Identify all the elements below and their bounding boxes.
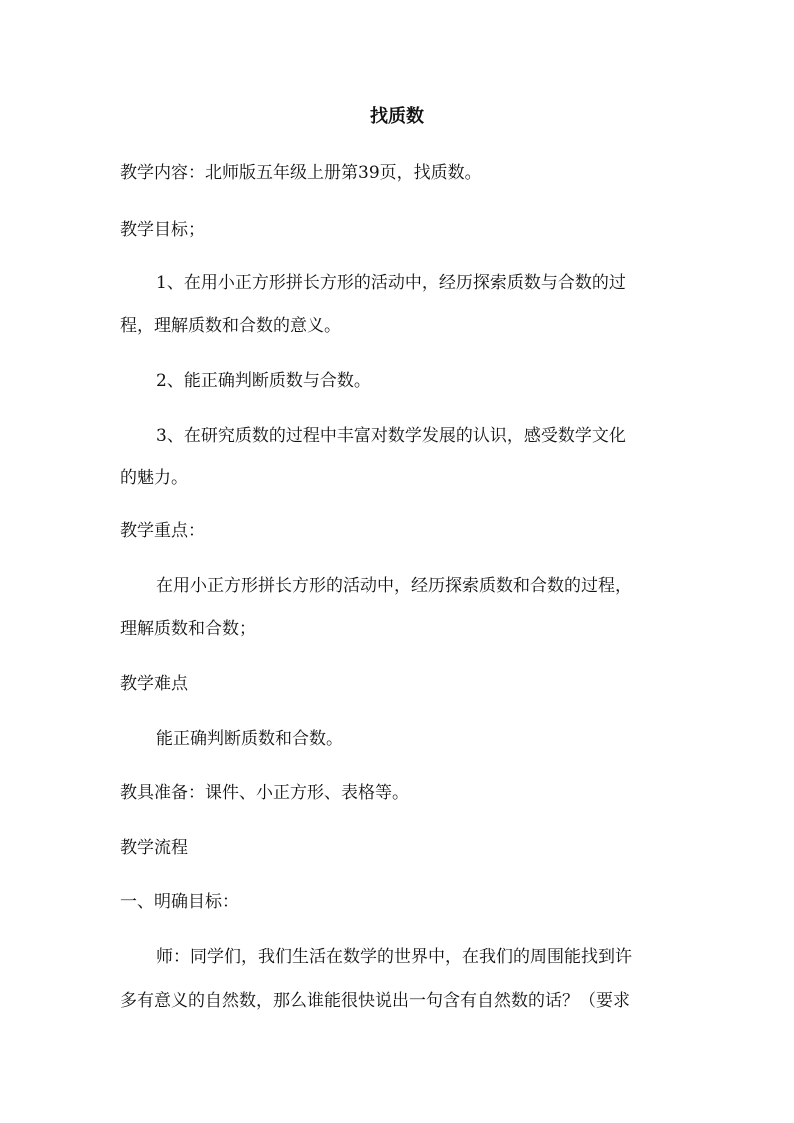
difficulty-text: 能正确判断质数和合数。 (156, 729, 343, 749)
goal-3-line-2: 的魅力。 (120, 468, 188, 488)
key-points-line-2: 理解质数和合数； (120, 619, 256, 639)
teaching-content: 教学内容：北师版五年级上册第39页，找质数。 (120, 163, 482, 183)
goal-1-line-1: 1、在用小正方形拼长方形的活动中，经历探索质数与合数的过 (156, 273, 626, 293)
teacher-speech-line-2: 多有意义的自然数，那么谁能很快说出一句含有自然数的话？（要求 (120, 991, 630, 1011)
difficulty-heading: 教学难点 (120, 674, 188, 694)
teacher-speech-line-1: 师：同学们，我们生活在数学的世界中，在我们的周围能找到许 (156, 947, 632, 967)
goal-3-line-1: 3、在研究质数的过程中丰富对数学发展的认识，感受数学文化 (156, 426, 626, 446)
teaching-tools: 教具准备：课件、小正方形、表格等。 (120, 783, 409, 803)
goal-1-line-2: 程，理解质数和合数的意义。 (120, 316, 341, 336)
goals-heading: 教学目标； (120, 220, 205, 240)
process-heading: 教学流程 (120, 838, 188, 858)
key-points-line-1: 在用小正方形拼长方形的活动中，经历探索质数和合数的过程， (156, 576, 632, 596)
key-points-heading: 教学重点： (120, 521, 205, 541)
document-title: 找质数 (370, 106, 424, 127)
goal-2: 2、能正确判断质数与合数。 (156, 371, 371, 391)
section-1-heading: 一、明确目标： (120, 892, 239, 912)
